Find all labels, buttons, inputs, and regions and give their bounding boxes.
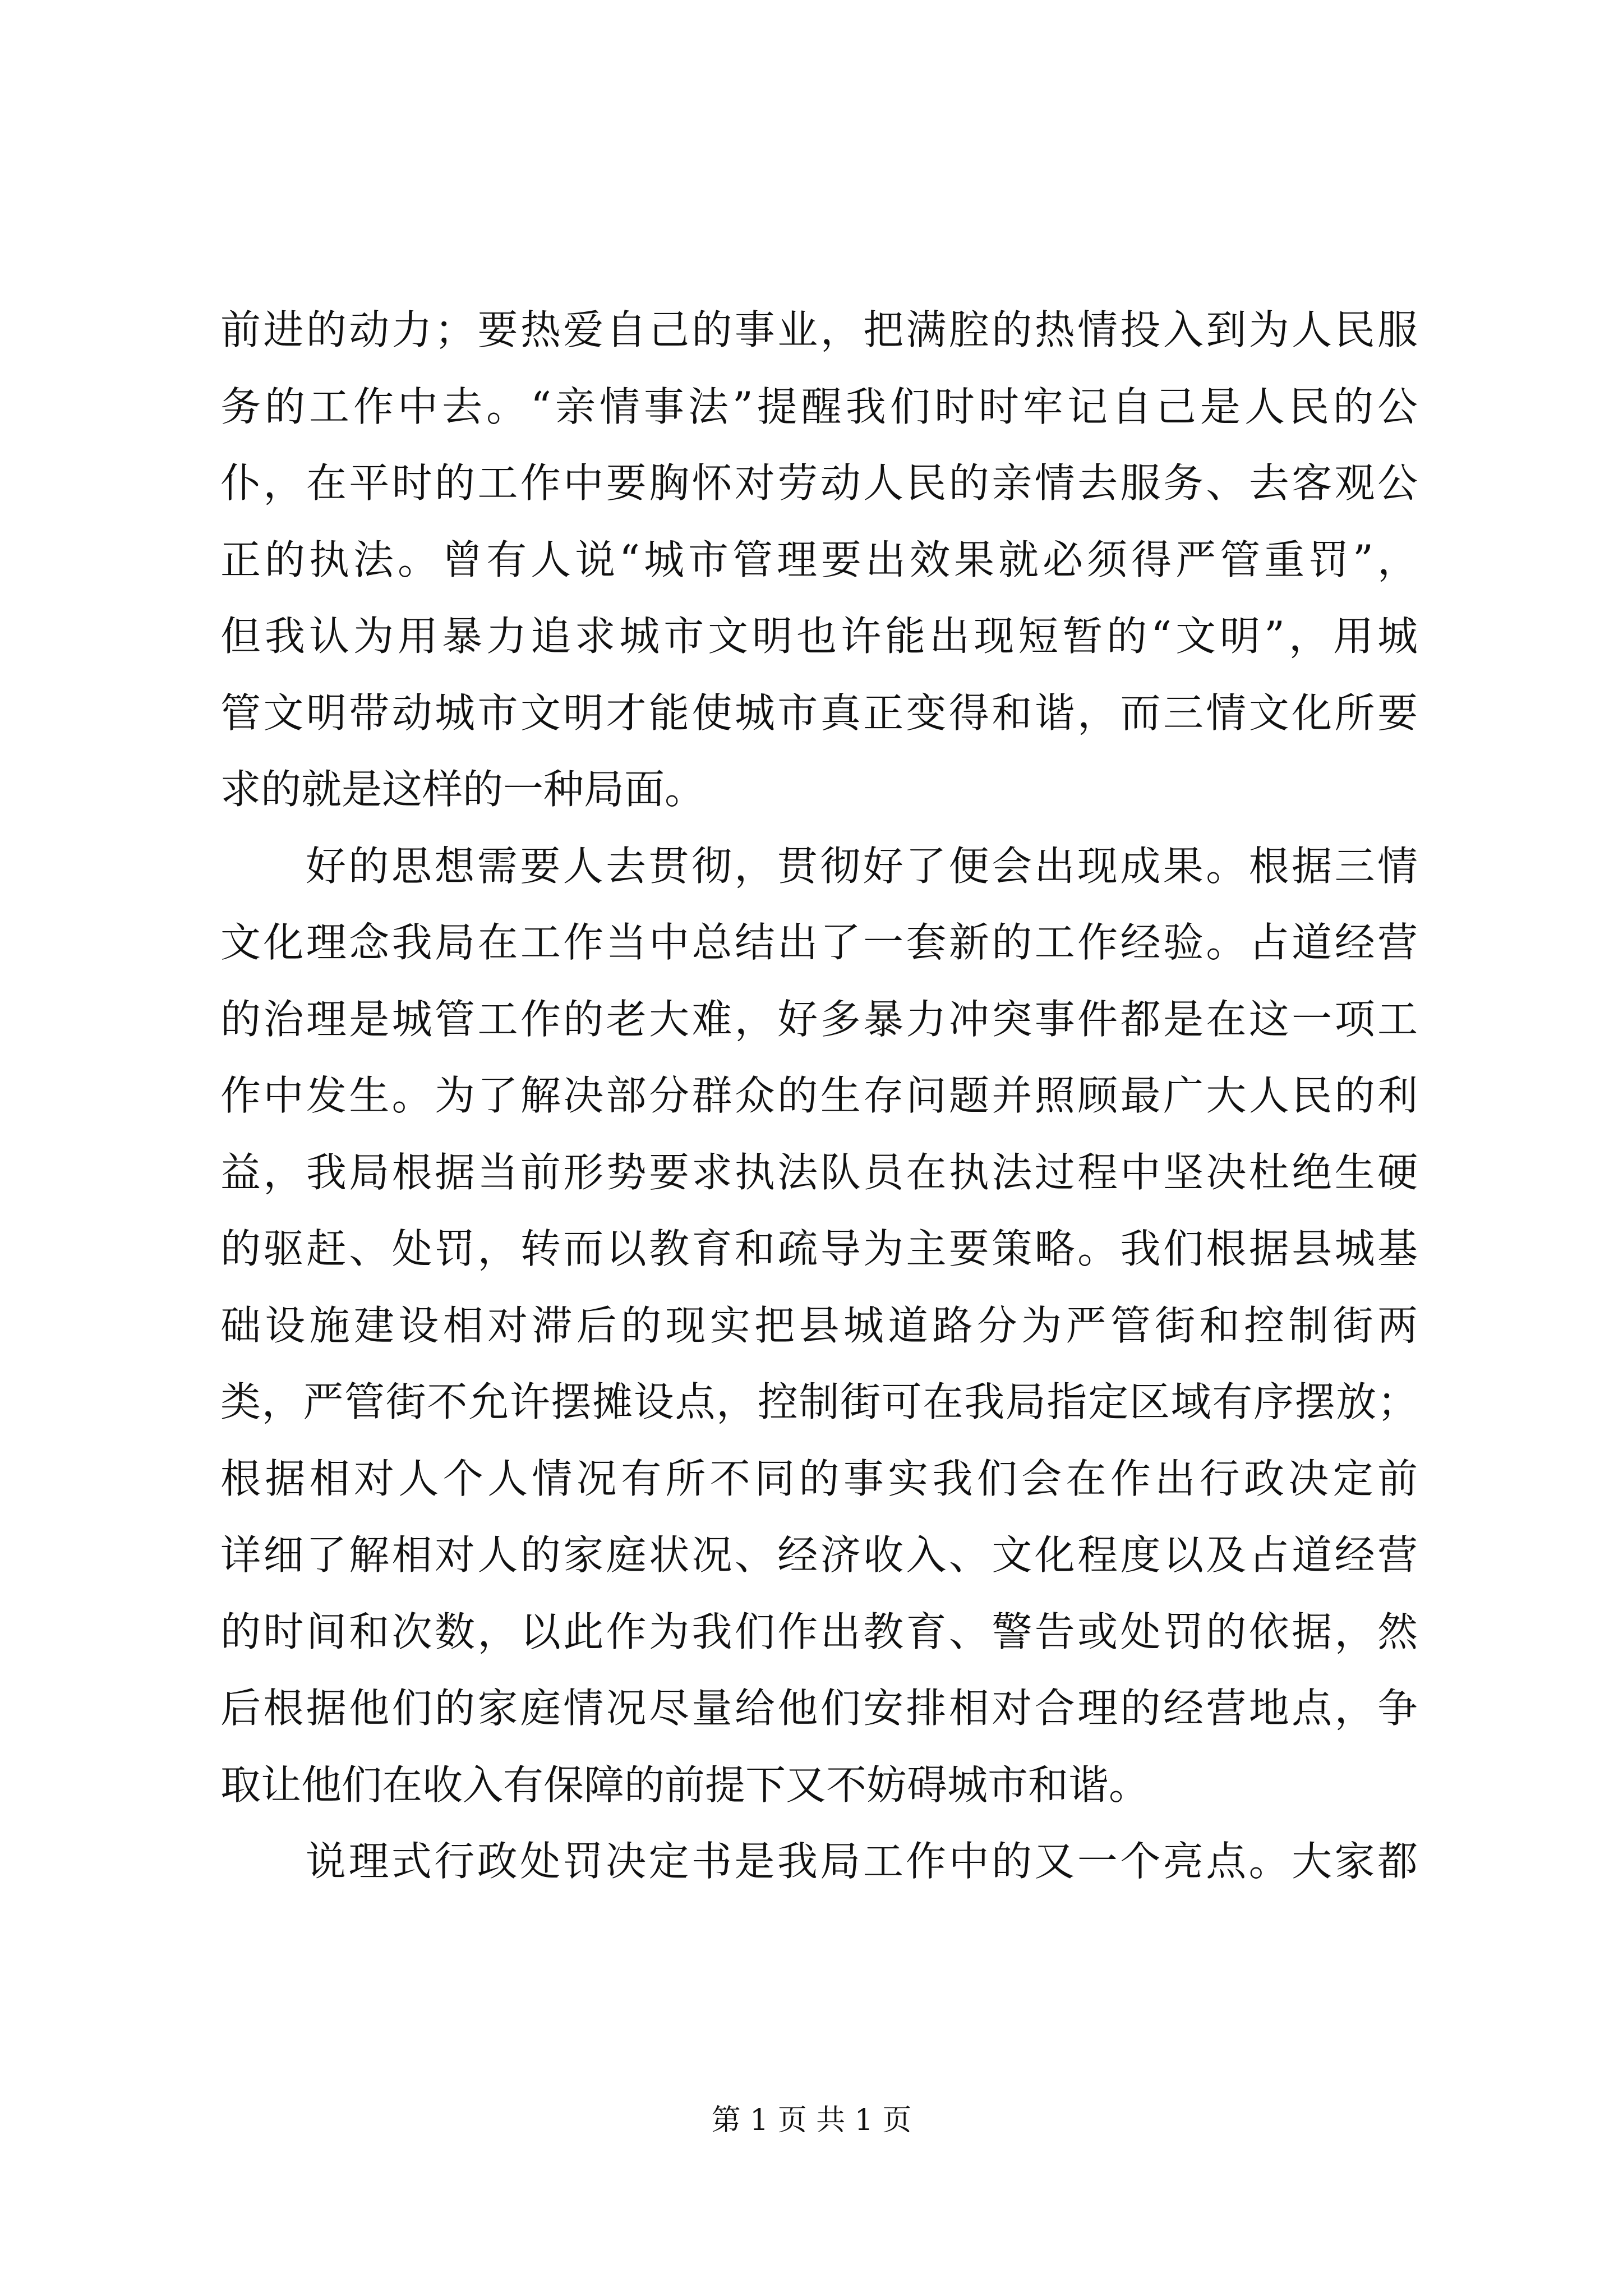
- text-line: 管文明带动城市文明才能使城市真正变得和谐，而三情文化所要: [220, 689, 1418, 737]
- text-line: 正的执法。曾有人说“城市管理要出效果就必须得严管重罚”，: [220, 536, 1418, 583]
- text-line: 取让他们在收入有保障的前提下又不妨碍城市和谐。: [220, 1761, 1150, 1809]
- text-line: 础设施建设相对滞后的现实把县城道路分为严管街和控制街两: [220, 1301, 1418, 1349]
- text-line: 益，我局根据当前形势要求执法队员在执法过程中坚决杜绝生硬: [220, 1148, 1418, 1196]
- text-line: 好的思想需要人去贯彻，贯彻好了便会出现成果。根据三情: [306, 842, 1418, 890]
- text-line: 详细了解相对人的家庭状况、经济收入、文化程度以及占道经营: [220, 1531, 1418, 1579]
- text-line: 根据相对人个人情况有所不同的事实我们会在作出行政决定前: [220, 1455, 1418, 1502]
- text-line: 仆，在平时的工作中要胸怀对劳动人民的亲情去服务、去客观公: [220, 459, 1418, 507]
- text-line: 求的就是这样的一种局面。: [220, 766, 706, 813]
- text-line: 的时间和次数，以此作为我们作出教育、警告或处罚的依据，然: [220, 1608, 1418, 1655]
- text-line: 务的工作中去。“亲情事法”提醒我们时时牢记自己是人民的公: [220, 383, 1418, 430]
- text-line: 的驱赶、处罚，转而以教育和疏导为主要策略。我们根据县城基: [220, 1225, 1418, 1272]
- document-body: [220, 292, 1418, 1900]
- page-number-footer: 第 1 页 共 1 页: [711, 2104, 912, 2137]
- text-line: 前进的动力；要热爱自己的事业，把满腔的热情投入到为人民服: [220, 306, 1418, 353]
- text-line: 的治理是城管工作的老大难，好多暴力冲突事件都是在这一项工: [220, 995, 1418, 1043]
- text-line: 但我认为用暴力追求城市文明也许能出现短暂的“文明”，用城: [220, 613, 1418, 660]
- text-line: 文化理念我局在工作当中总结出了一套新的工作经验。占道经营: [220, 919, 1418, 966]
- text-line: 后根据他们的家庭情况尽量给他们安排相对合理的经营地点，争: [220, 1685, 1418, 1732]
- text-line: 类，严管街不允许摆摊设点，控制街可在我局指定区域有序摆放；: [220, 1378, 1418, 1425]
- text-line: 说理式行政处罚决定书是我局工作中的又一个亮点。大家都: [306, 1838, 1418, 1885]
- text-line: 作中发生。为了解决部分群众的生存问题并照顾最广大人民的利: [220, 1072, 1418, 1119]
